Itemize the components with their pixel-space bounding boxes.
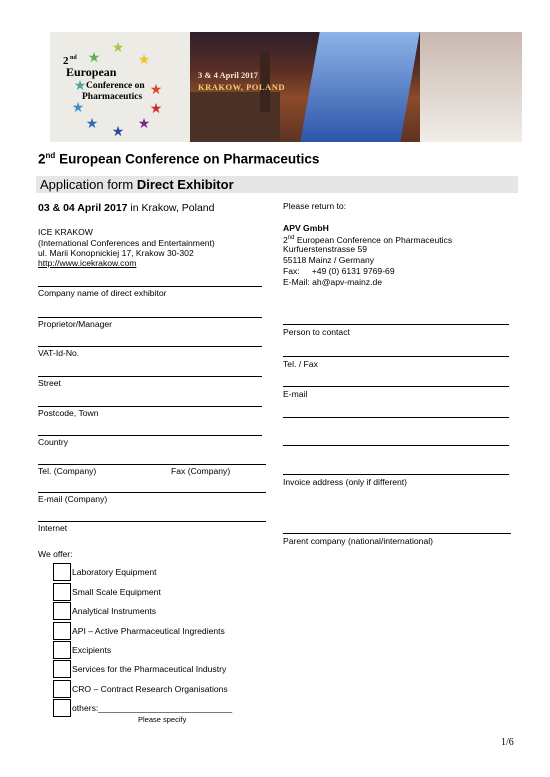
- company-name-label: Company name of direct exhibitor: [38, 288, 167, 298]
- email-contact-label: E-mail: [283, 389, 308, 399]
- tel-fax-contact-label: Tel. / Fax: [283, 359, 318, 369]
- star-icon: ★: [111, 124, 125, 140]
- checkbox-services[interactable]: [53, 660, 71, 678]
- internet-line[interactable]: [38, 521, 266, 522]
- checkbox-small-scale-equipment[interactable]: [53, 583, 71, 601]
- proprietor-line[interactable]: [38, 317, 262, 318]
- banner-line2: Conference on: [86, 81, 145, 91]
- organizer-name: ICE KRAKOW: [38, 227, 93, 237]
- star-icon: ★: [111, 40, 125, 56]
- postcode-line[interactable]: [38, 406, 262, 407]
- street-line[interactable]: [38, 376, 262, 377]
- star-icon: ★: [71, 100, 85, 116]
- return-city: 55118 Mainz / Germany: [283, 255, 375, 265]
- vat-label: VAT-Id-No.: [38, 348, 80, 358]
- internet-label: Internet: [38, 523, 68, 533]
- banner-number: 2: [63, 55, 69, 67]
- stars-decoration: [50, 32, 190, 142]
- option-excipients: Excipients: [72, 645, 112, 655]
- page-title: 2nd European Conference on Pharmaceutics: [38, 151, 320, 167]
- option-api: API – Active Pharmaceutical Ingredients: [72, 626, 225, 636]
- return-email: E-Mail: ah@apv-mainz.de: [283, 277, 383, 287]
- date-line: 03 & 04 April 2017 in Krakow, Poland: [38, 202, 215, 214]
- country-line[interactable]: [38, 435, 262, 436]
- checkbox-laboratory-equipment[interactable]: [53, 563, 71, 581]
- checkbox-api[interactable]: [53, 622, 71, 640]
- star-icon: ★: [137, 116, 151, 132]
- email-company-label: E-mail (Company): [38, 494, 108, 504]
- please-specify: Please specify: [138, 715, 187, 724]
- organizer-address: ul. Marii Konopnickiej 17, Krakow 30-302: [38, 248, 194, 258]
- star-icon: ★: [73, 78, 87, 94]
- street-label: Street: [38, 378, 61, 388]
- tel-company-label: Tel. (Company): [38, 466, 97, 476]
- return-company: APV GmbH: [283, 223, 329, 233]
- blank-line-2[interactable]: [283, 445, 509, 446]
- return-street: Kurfuerstenstrasse 59: [283, 244, 368, 254]
- checkbox-excipients[interactable]: [53, 641, 71, 659]
- banner-city: KRAKOW, POLAND: [198, 82, 285, 92]
- form-title: Application form Direct Exhibitor: [40, 177, 234, 192]
- star-icon: ★: [149, 101, 163, 117]
- return-label: Please return to:: [283, 201, 347, 211]
- checkbox-cro[interactable]: [53, 680, 71, 698]
- parent-company-label: Parent company (national/international): [283, 536, 434, 546]
- organizer-link[interactable]: http://www.icekrakow.com: [38, 258, 137, 268]
- email-company-line[interactable]: [38, 492, 266, 493]
- tel-fax-contact-line[interactable]: [283, 356, 509, 357]
- blank-line-1[interactable]: [283, 417, 509, 418]
- banner-logo-panel: [50, 32, 190, 142]
- parent-company-line[interactable]: [283, 533, 511, 534]
- person-contact-line[interactable]: [283, 324, 509, 325]
- banner-line1: European: [66, 65, 117, 79]
- return-conference: 2nd European Conference on Pharmaceutics: [283, 234, 453, 245]
- option-cro: CRO – Contract Research Organisations: [72, 684, 228, 694]
- fax-company-label: Fax (Company): [171, 466, 231, 476]
- option-laboratory-equipment: Laboratory Equipment: [72, 567, 157, 577]
- person-contact-label: Person to contact: [283, 327, 350, 337]
- option-others[interactable]: others:____________________________: [72, 703, 233, 713]
- banner-sup: nd: [70, 55, 77, 61]
- star-icon: ★: [137, 52, 151, 68]
- organizer-full: (International Conferences and Entertainment): [38, 238, 215, 248]
- vat-line[interactable]: [38, 346, 262, 347]
- banner-dates: 3 & 4 April 2017: [198, 70, 258, 80]
- page-number: 1/6: [501, 737, 514, 748]
- invoice-label: Invoice address (only if different): [283, 477, 408, 487]
- option-services: Services for the Pharmaceutical Industry: [72, 664, 227, 674]
- country-label: Country: [38, 437, 69, 447]
- conference-banner: [50, 32, 522, 142]
- checkbox-analytical-instruments[interactable]: [53, 602, 71, 620]
- checkbox-others[interactable]: [53, 699, 71, 717]
- banner-line3: Pharmaceutics: [82, 92, 143, 102]
- option-small-scale-equipment: Small Scale Equipment: [72, 587, 161, 597]
- tel-fax-line[interactable]: [38, 464, 266, 465]
- invoice-line[interactable]: [283, 474, 509, 475]
- star-icon: ★: [87, 50, 101, 66]
- return-fax: Fax: +49 (0) 6131 9769-69: [283, 266, 395, 276]
- proprietor-label: Proprietor/Manager: [38, 319, 113, 329]
- option-analytical-instruments: Analytical Instruments: [72, 606, 157, 616]
- offer-label: We offer:: [38, 549, 73, 559]
- star-icon: ★: [149, 82, 163, 98]
- company-name-line[interactable]: [38, 286, 262, 287]
- email-contact-line[interactable]: [283, 386, 509, 387]
- star-icon: ★: [85, 116, 99, 132]
- banner-photo: [190, 32, 522, 142]
- postcode-label: Postcode, Town: [38, 408, 99, 418]
